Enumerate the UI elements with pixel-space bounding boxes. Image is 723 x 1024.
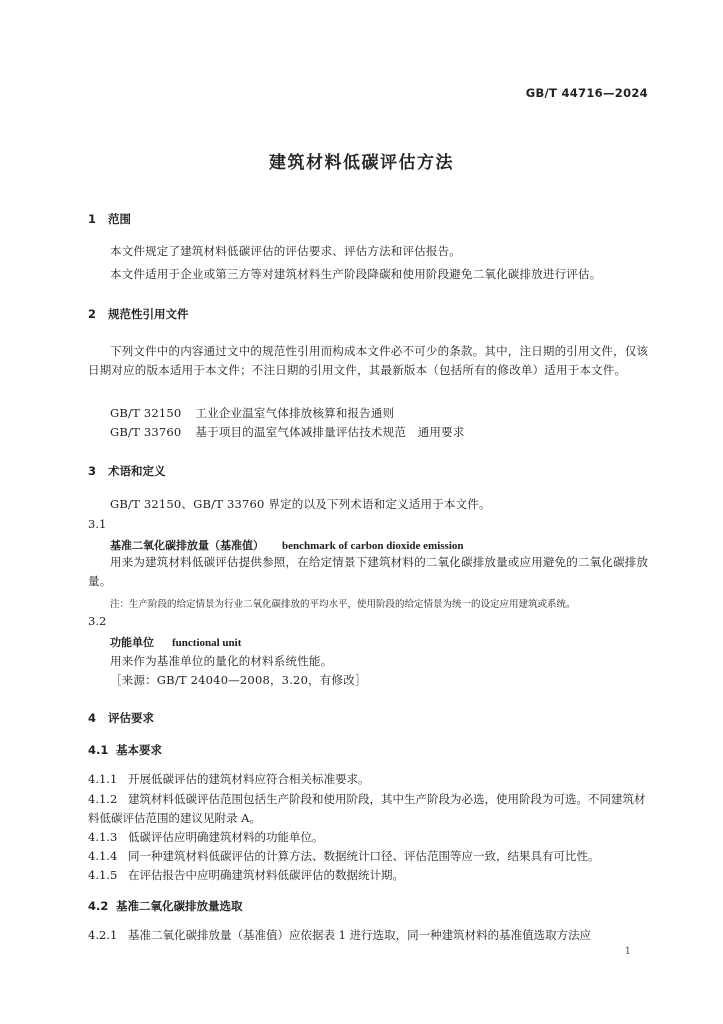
clause: [88, 927, 591, 943]
term-definition: 用来为建筑材料低碳评估提供参照，在给定情景下建筑材料的二氧化碳排放量或应用避免的二氧化碳排放量。: [88, 555, 649, 588]
clause: [88, 848, 600, 864]
section-3-intro: GB/T 32150、GB/T 33760 界定的以及下列术语和定义适用于本文件。: [110, 497, 491, 511]
term-number: 3.1: [88, 517, 107, 531]
subsection-title: 基准二氧化碳排放量选取: [116, 899, 243, 913]
section-title: 术语和定义: [108, 464, 166, 478]
document-title: 建筑材料低碳评估方法: [269, 153, 454, 173]
clause-text: 低碳评估应明确建筑材料的功能单位。: [128, 830, 324, 844]
reference-code: GB/T 33760: [110, 425, 182, 439]
section-title: 规范性引用文件: [108, 307, 189, 321]
section-1-para-1: 本文件规定了建筑材料低碳评估的评估要求、评估方法和评估报告。: [110, 244, 461, 258]
term-note: 注：生产阶段的给定情景为行业二氧化碳排放的平均水平，使用阶段的给定情景为统一的设定应用建筑或系统。: [110, 599, 576, 610]
section-title: 评估要求: [108, 711, 154, 725]
clause-text: 同一种建筑材料低碳评估的计算方法、数据统计口径、评估范围等应一致，结果具有可比性。: [128, 849, 600, 863]
clause-number: 4.1.2: [88, 792, 118, 806]
reference-title: 基于项目的温室气体减排量评估技术规范 通用要求: [195, 425, 465, 439]
clause: [88, 829, 324, 845]
section-4-heading: [88, 710, 154, 726]
clause-text: 开展低碳评估的建筑材料应符合相关标准要求。: [128, 772, 370, 786]
section-number: 1: [88, 212, 97, 226]
section-1-heading: [88, 211, 131, 227]
section-number: 2: [88, 307, 97, 321]
clause: [88, 790, 650, 828]
subsection-4-2-heading: [88, 898, 243, 914]
section-number: 3: [88, 464, 97, 478]
term-en: functional unit: [172, 637, 242, 649]
clause-number: 4.2.1: [88, 928, 118, 942]
section-1-para-2: 本文件适用于企业或第三方等对建筑材料生产阶段降碳和使用阶段避免二氧化碳排放进行评估。: [110, 267, 602, 281]
clause: [88, 867, 404, 883]
term-definition: 用来作为基准单位的量化的材料系统性能。: [110, 654, 333, 668]
section-title: 范围: [108, 212, 131, 226]
term-heading: [110, 537, 464, 553]
section-number: 4: [88, 711, 97, 725]
clause-number: 4.1.1: [88, 772, 118, 786]
reference-code: GB/T 32150: [110, 406, 182, 420]
section-2-para: 下列文件中的内容通过文中的规范性引用而构成本文件必不可少的条款。其中，注日期的引用文件，仅该日期对应的版本适用于本文件；不注日期的引用文件，其最新版本（包括所有的修改单）适用于本文件。: [88, 344, 649, 377]
term-en: benchmark of carbon dioxide emission: [282, 540, 464, 552]
subsection-title: 基本要求: [116, 743, 162, 757]
clause-number: 4.1.5: [88, 868, 118, 882]
subsection-number: 4.2: [88, 899, 109, 913]
subsection-4-1-heading: [88, 742, 162, 758]
term-cn: 功能单位: [110, 636, 154, 649]
subsection-number: 4.1: [88, 743, 109, 757]
term-source: ［来源：GB/T 24040—2008，3.20，有修改］: [110, 673, 367, 687]
reference-title: 工业企业温室气体排放核算和报告通则: [195, 406, 395, 420]
clause-text: 建筑材料低碳评估范围包括生产阶段和使用阶段，其中生产阶段为必选，使用阶段为可选。不同建筑材料低碳评估范围的建议见附录 A。: [88, 792, 646, 825]
reference-1: [110, 405, 394, 421]
clause-number: 4.1.4: [88, 849, 118, 863]
section-2-heading: [88, 306, 189, 322]
term-cn: 基准二氧化碳排放量（基准值）: [110, 539, 264, 552]
term-number: 3.2: [88, 614, 107, 628]
page-number: 1: [624, 946, 631, 957]
term-heading: [110, 634, 241, 650]
clause-text: 基准二氧化碳排放量（基准值）应依据表 1 进行选取，同一种建筑材料的基准值选取方法应: [128, 928, 592, 942]
clause: [88, 771, 370, 787]
standard-code: GB/T 44716—2024: [525, 86, 648, 100]
clause-text: 在评估报告中应明确建筑材料低碳评估的数据统计期。: [128, 868, 404, 882]
clause-number: 4.1.3: [88, 830, 118, 844]
section-3-heading: [88, 463, 166, 479]
reference-2: [110, 424, 465, 440]
